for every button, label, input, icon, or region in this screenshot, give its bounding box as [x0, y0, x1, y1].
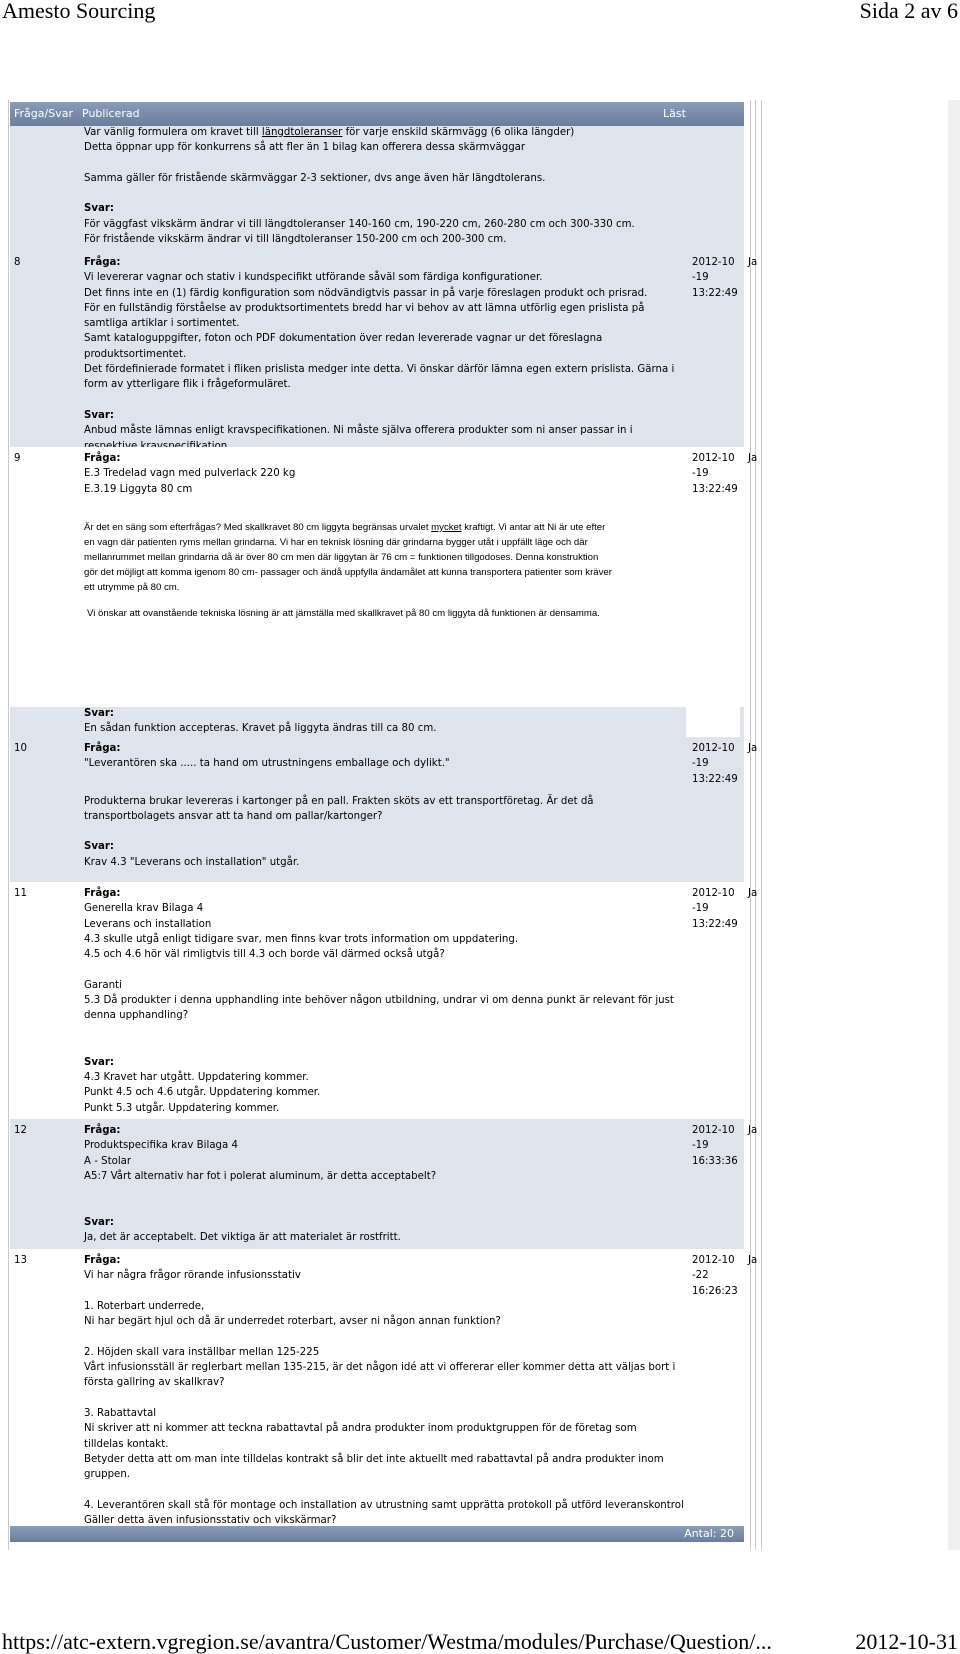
- read-status: Ja: [748, 743, 758, 754]
- qa-table-frame: [0, 100, 960, 1550]
- read-status: Ja: [748, 257, 758, 268]
- read-status: Ja: [748, 453, 758, 464]
- published-date: 2012-10 -19 13:22:49: [692, 257, 738, 299]
- result-count: Antal: 20: [684, 1527, 734, 1540]
- read-status: Ja: [748, 1125, 758, 1136]
- published-date: 2012-10 -19 13:22:49: [692, 743, 738, 785]
- table-body: [10, 126, 758, 1539]
- question-content: Fråga: "Leverantören ska ..... ta hand om utrustningens emballage och dylikt." Produkterna brukar levereras i kartonger på en pall. Frakten sköts av ett transportföretag. Är det då transportbolagets ansvar att ta hand om pallar/kartonger? Svar: Krav 4.3 "Leverans och installation" utgår.: [84, 743, 594, 868]
- column-header-qa[interactable]: Fråga/Svar: [14, 107, 73, 120]
- question-content: Fråga: E.3 Tredelad vagn med pulverlack 220 kg E.3.19 Liggyta 80 cm Är det en säng som efterfrågas? Med skallkravet 80 cm liggyta begränsas urvalet mycket kraftigt. Vi antar att Ni är ute efter en vagn där patienten ryms mellan grindarna. Vi har en teknisk lösning där grindarna bygger utåt i uppfällt läge och där mellanrummet mellan grindarna då är över 80 cm men där liggytan är 76 cm = funktionen tillgodoses. Denna konstruktion gör det möjligt att komma igenom 80 cm- passager och ändå uppfylla ändamålet att kunna transportera patienter som kräver ett utrymme på 80 cm. Vi önskar att ovanstående tekniska lösning är att jämställa med skallkravet på 80 cm liggyta då funktionen är densamma.: [84, 451, 680, 621]
- question-number: 8: [14, 257, 21, 268]
- question-number: 13: [14, 1255, 27, 1266]
- question-number: 12: [14, 1125, 27, 1136]
- published-date: 2012-10 -19 13:22:49: [686, 882, 740, 1123]
- table-row: [10, 447, 758, 707]
- table-row: [10, 1249, 758, 1539]
- scrollbar[interactable]: [948, 100, 960, 1550]
- table-grid: [8, 100, 762, 1550]
- question-content: Fråga: Vi har några frågor rörande infusionsstativ 1. Roterbart underrede, Ni har begärt hjul och då är underredet roterbart, avser ni någon annan funktion? 2. Höjden skall vara inställbar mellan 125-225 Vårt infusionsställ är reglerbart mellan 135-215, är det någon idé att vi offererar eller kommer detta att väljas bort i första gallring av skallkrav? 3. Rabattavtal Ni skriver att ni kommer att teckna rabattavtal på andra produkter inom produktgruppen för de företag som tilldelas kontakt. Betyder detta att om man inte tilldelas kontrakt så blir det inte aktuellt med rabattavtal på andra produkter inom gruppen. 4. Leverantören skall stå för montage och installation av utrustning samt upprätta protokoll på utförd leveranskontrol Gäller detta även infusionsstativ och vikskärmar?: [84, 1255, 684, 1527]
- table-row: [10, 882, 758, 1119]
- question-number: 9: [14, 453, 21, 464]
- question-content: Fråga: Produktspecifika krav Bilaga 4 A - Stolar A5:7 Vårt alternativ har fot i polerat aluminum, är detta acceptabelt? Svar: Ja, det är acceptabelt. Det viktiga är att materialet är rostfritt.: [84, 1125, 437, 1244]
- table-row: [10, 251, 758, 447]
- document-source-title: Amesto Sourcing: [2, 0, 156, 23]
- published-date: 2012-10 -22 16:26:23: [686, 1249, 740, 1543]
- table-row: [10, 737, 758, 882]
- page-url: https://atc-extern.vgregion.se/avantra/Customer/Westma/modules/Purchase/Question/...: [2, 1629, 772, 1654]
- read-status: Ja: [748, 888, 758, 899]
- scanned-attachment-text: Är det en säng som efterfrågas? Med skallkravet 80 cm liggyta begränsas urvalet mycket kraftigt. Vi antar att Ni är ute efter en vagn där patienten ryms mellan grindarna. Vi har en teknisk lösning där grindarna bygger utåt i uppfällt läge och där mellanrummet mellan grindarna då är över 80 cm men där liggytan är 76 cm = funktionen tillgodoses. Denna konstruktion gör det möjligt att komma igenom 80 cm- passager och ändå uppfylla ändamålet att kunna transportera patienter som kräver ett utrymme på 80 cm. Vi önskar att ovanstående tekniska lösning är att jämställa med skallkravet på 80 cm liggyta då funktionen är densamma.: [84, 521, 612, 619]
- table-footer: [10, 1526, 744, 1542]
- column-header-read[interactable]: Läst: [663, 107, 686, 120]
- question-number: 11: [14, 888, 27, 899]
- page-number: Sida 2 av 6: [859, 0, 958, 23]
- question-content: Fråga: Vi levererar vagnar och stativ i kundspecifikt utförande såväl som färdiga konfigurationer. Det finns inte en (1) färdig konfiguration som nödvändigtvis passar in på varje föreslagen produkt och prisrad. För en fullständig förståelse av produktsortimentets bredd har vi behov av att lämna utförlig egen prislista på samtliga artiklar i sortimentet. Samt kataloguppgifter, foton och PDF dokumentation över redan levererade vagnar ur det föreslagna produktsortimentet. Det fördefinierade formatet i fliken prislista medger inte detta. Vi önskar därför lämna egen extern prislista. Gärna i form av ytterligare flik i frågeformuläret. Svar: Anbud måste lämnas enligt kravspecifikationen. Ni måste själva offerera produkter som ni anser passar in i: [84, 257, 675, 437]
- question-content: Fråga: Generella krav Bilaga 4 Leverans och installation 4.3 skulle utgå enligt tidigare svar, men finns kvar trots information om uppdatering. 4.5 och 4.6 hör väl rimligtvis till 4.3 och borde väl därmed också utgå? Garanti 5.3 Då produkter i denna upphandling inte behöver någon utbildning, undrar vi om denna punkt är relevant för just denna upphandling? Svar: 4.3 Kravet har utgått. Uppdatering kommer. Punkt 4.5 och 4.6 utgår. Uppdatering kommer. Punkt 5.3 utgår. Uppdatering kommer.: [84, 888, 674, 1114]
- column-header-published[interactable]: Publicerad: [82, 107, 140, 120]
- read-status: Ja: [748, 1255, 758, 1266]
- answer-row: Svar: En sådan funktion accepteras. Kravet på liggyta ändras till ca 80 cm.: [10, 707, 744, 737]
- date-cell-empty: [686, 126, 740, 251]
- published-date: 2012-10 -19 16:33:36: [692, 1125, 738, 1167]
- print-date: 2012-10-31: [855, 1629, 958, 1654]
- table-header: [10, 102, 744, 126]
- question-number: 10: [14, 743, 27, 754]
- table-row-continuation: Var vänlig formulera om kravet till längdtoleranser för varje enskild skärmvägg (6 olika längder) Detta öppnar upp för konkurrens så att fler än 1 bilag kan offerera dessa skärmväggar Samma gäller för fristående skärmväggar 2-3 sektioner, dvs ange även här längdtolerans. Svar: För väggfast vikskärm ändrar vi till längdtoleranser 140-160 cm, 190-220 cm, 260-280 cm och 300-330 cm. För fristående vikskärm ändrar vi till längdtoleranser 150-200 cm och 200-300 cm.: [10, 126, 744, 251]
- published-date: 2012-10 -19 13:22:49: [686, 447, 740, 711]
- table-row: [10, 1119, 758, 1249]
